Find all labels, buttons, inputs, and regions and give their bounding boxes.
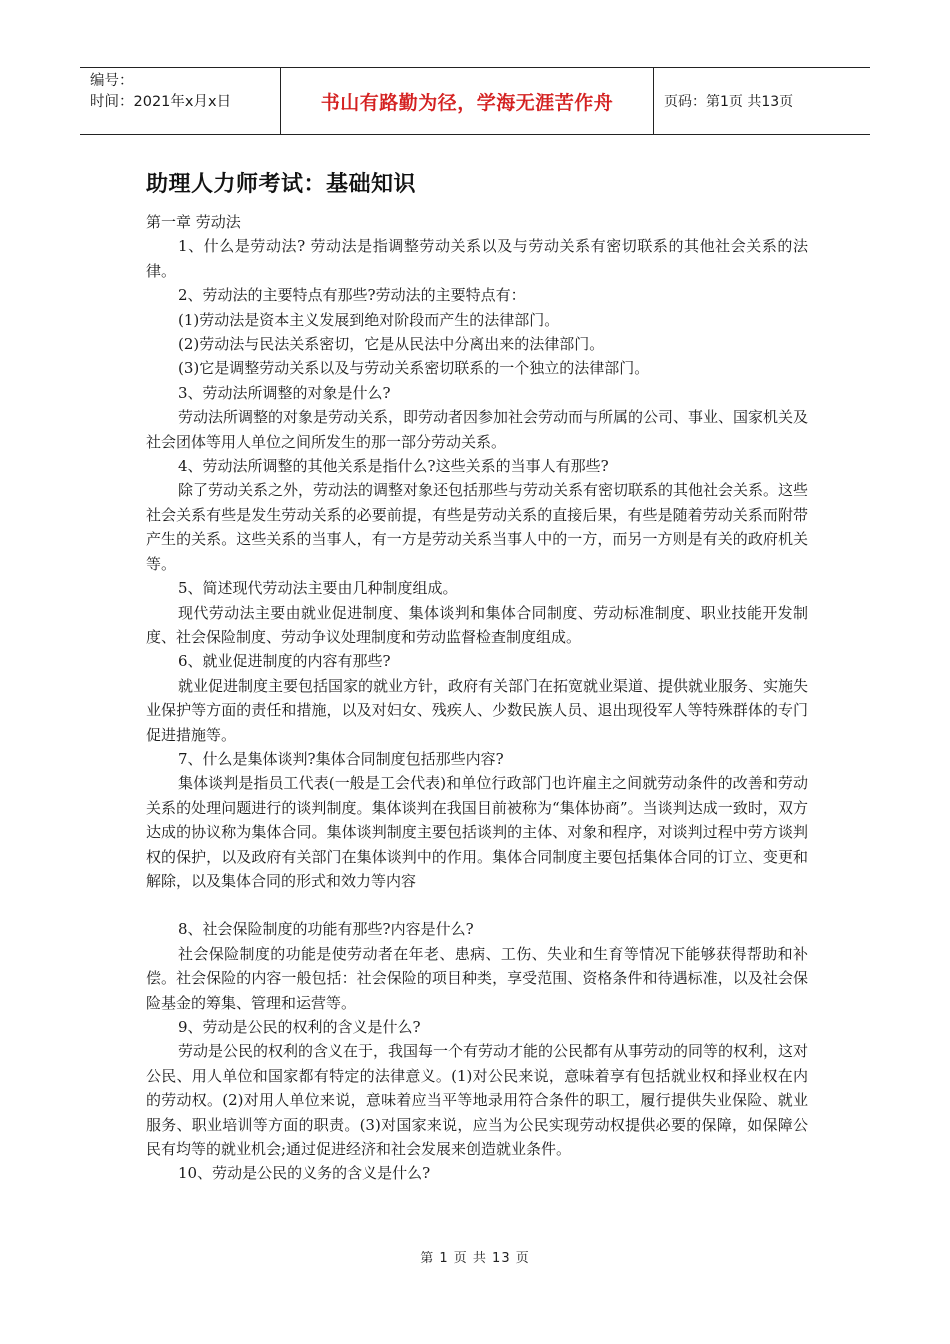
answer: 社会保险制度的功能是使劳动者在年老、患病、工伤、失业和生育等情况下能够获得帮助和补偿。社会保险的内容一般包括：社会保险的项目种类，享受范围、资格条件和待遇标准，以及社会保险基金的筹集、管理和运营等。	[146, 944, 808, 1012]
question: 1、什么是劳动法? 劳动法是指调整劳动关系以及与劳动关系有密切联系的其他社会关系的法律。	[146, 237, 808, 280]
question: 4、劳动法所调整的其他关系是指什么?这些关系的当事人有那些?	[178, 457, 609, 476]
answer: 就业促进制度主要包括国家的就业方针，政府有关部门在拓宽就业渠道、提供就业服务、实施失业保护等方面的责任和措施，以及对妇女、残疾人、少数民族人员、退出现役军人等特殊群体的专门促进措施等。	[146, 676, 809, 744]
answer: 劳动法所调整的对象是劳动关系，即劳动者因参加社会劳动而与所属的公司、事业、国家机关及社会团体等用人单位之间所发生的那一部分劳动关系。	[146, 408, 809, 451]
page-header	[80, 67, 870, 135]
list-item: (2)劳动法与民法关系密切，它是从民法中分离出来的法律部门。	[178, 335, 605, 354]
list-item: (1)劳动法是资本主义发展到绝对阶段而产生的法律部门。	[178, 310, 560, 329]
header-page-info: 页码：第1页 共13页	[664, 94, 794, 110]
document-number-label: 编号：	[90, 73, 134, 89]
chapter-heading: 第一章 劳动法	[146, 213, 241, 231]
question: 5、简述现代劳动法主要由几种制度组成。	[178, 579, 458, 598]
question: 9、劳动是公民的权利的含义是什么?	[178, 1018, 421, 1036]
document-time: 时间：2021年x月x日	[90, 94, 232, 110]
list-item: (3)它是调整劳动关系以及与劳动关系密切联系的一个独立的法律部门。	[178, 359, 650, 378]
document-body	[146, 210, 808, 1186]
answer: 劳动是公民的权利的含义在于，我国每一个有劳动才能的公民都有从事劳动的同等的权利，这对公民、用人单位和国家都有特定的法律意义。(1)对公民来说，意味着享有包括就业权和择业权在内的劳动权。(2)对用人单位来说，意味着应当平等地录用符合条件的职工，履行提供失业保险、就业服务、职业培训等方面的职责。(3)对国家来说，应当为公民实现劳动权提供必要的保障，如保障公民有均等的就业机会;通过促进经济和社会发展来创造就业条件。	[146, 1042, 809, 1159]
question: 6、就业促进制度的内容有那些?	[178, 652, 391, 671]
question: 8、社会保险制度的功能有那些?内容是什么?	[178, 920, 474, 939]
question: 3、劳动法所调整的对象是什么?	[178, 383, 391, 402]
document-title: 助理人力师考试：基础知识	[146, 172, 417, 197]
answer: 除了劳动关系之外，劳动法的调整对象还包括那些与劳动关系有密切联系的其他社会关系。这些社会关系有些是发生劳动关系的必要前提，有些是劳动关系的直接后果，有些是随着劳动关系而附带产生的关系。这些关系的当事人，有一方是劳动关系当事人中的一方，而另一方则是有关的政府机关等。	[146, 481, 809, 573]
question: 2、劳动法的主要特点有那些?劳动法的主要特点有：	[178, 286, 526, 305]
answer: 现代劳动法主要由就业促进制度、集体谈判和集体合同制度、劳动标准制度、职业技能开发制度、社会保险制度、劳动争议处理制度和劳动监督检查制度组成。	[146, 603, 808, 646]
question: 10、劳动是公民的义务的含义是什么?	[178, 1164, 431, 1183]
answer: 集体谈判是指员工代表(一般是工会代表)和单位行政部门也许雇主之间就劳动条件的改善和劳动关系的处理问题进行的谈判制度。集体谈判在我国目前被称为“集体协商”。当谈判达成一致时，双方达成的协议称为集体合同。集体谈判制度主要包括谈判的主体、对象和程序，对谈判过程中劳方谈判权的保护，以及政府有关部门在集体谈判中的作用。集体合同制度主要包括集体合同的订立、变更和解除，以及集体合同的形式和效力等内容	[146, 774, 808, 890]
question: 7、什么是集体谈判?集体合同制度包括那些内容?	[178, 749, 504, 768]
header-motto: 书山有路勤为径，学海无涯苦作舟	[281, 68, 654, 134]
header-meta	[80, 68, 281, 134]
page-footer: 第 1 页 共 13 页	[420, 1251, 530, 1266]
